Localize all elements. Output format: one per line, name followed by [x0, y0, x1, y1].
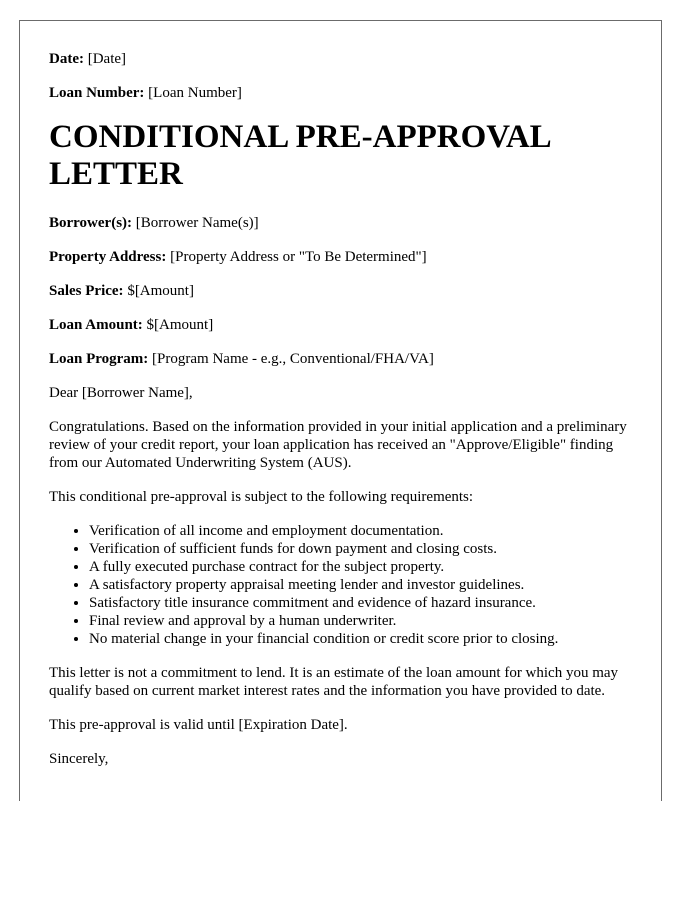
- sales-price-value: $[Amount]: [123, 283, 194, 299]
- sales-price-label: Sales Price:: [49, 283, 124, 299]
- borrowers-label: Borrower(s):: [49, 215, 133, 231]
- closing: Sincerely,: [49, 751, 109, 767]
- property-address-value: [Property Address or "To Be Determined"]: [166, 249, 427, 265]
- loan-program-label: Loan Program:: [49, 351, 149, 367]
- loan-program-line: [49, 350, 634, 368]
- date-value: [Date]: [83, 51, 127, 67]
- borrowers-value: [Borrower Name(s)]: [132, 215, 259, 231]
- property-address-label: Property Address:: [49, 249, 167, 265]
- loan-amount-value: $[Amount]: [142, 317, 214, 333]
- date-line: [49, 50, 634, 68]
- list-item: • A fully executed purchase contract for the subject property.: [89, 558, 634, 576]
- requirements-list: [49, 522, 634, 648]
- sales-price-line: [49, 282, 634, 300]
- loan-number-value: [Loan Number]: [144, 85, 242, 101]
- list-item: • Final review and approval by a human underwriter.: [89, 612, 634, 630]
- loan-amount-label: Loan Amount:: [49, 317, 143, 333]
- loan-number-line: [49, 84, 634, 102]
- letter-content: [49, 50, 634, 784]
- list-item: • A satisfactory property appraisal meeting lender and investor guidelines.: [89, 576, 634, 594]
- letter-page: [19, 20, 662, 801]
- list-item: • Verification of sufficient funds for down payment and closing costs.: [89, 540, 634, 558]
- property-address-line: [49, 248, 634, 266]
- date-label: Date:: [49, 51, 84, 67]
- loan-number-label: Loan Number:: [49, 85, 145, 101]
- borrowers-line: [49, 214, 634, 232]
- letter-title: CONDITIONAL PRE-APPROVAL LETTER: [49, 119, 550, 192]
- list-item: • No material change in your financial condition or credit score prior to closing.: [89, 630, 634, 648]
- disclaimer-paragraph: This letter is not a commitment to lend. It is an estimate of the loan amount for which you may qualify based on current market interest rates and the information you have provided to date.: [49, 665, 619, 699]
- requirements-intro: This conditional pre-approval is subject to the following requirements:: [49, 489, 474, 505]
- salutation: Dear [Borrower Name],: [49, 385, 193, 401]
- list-item: • Verification of all income and employment documentation.: [89, 522, 634, 540]
- congrats-paragraph: Congratulations. Based on the information provided in your initial application and a preliminary review of your credit report, your loan application has received an "Approve/Eligible" finding from our Automated Underwriting System (AUS).: [49, 419, 627, 471]
- loan-amount-line: [49, 316, 634, 334]
- loan-program-value: [Program Name - e.g., Conventional/FHA/VA]: [148, 351, 434, 367]
- validity-paragraph: This pre-approval is valid until [Expiration Date].: [49, 717, 348, 733]
- list-item: • Satisfactory title insurance commitment and evidence of hazard insurance.: [89, 594, 634, 612]
